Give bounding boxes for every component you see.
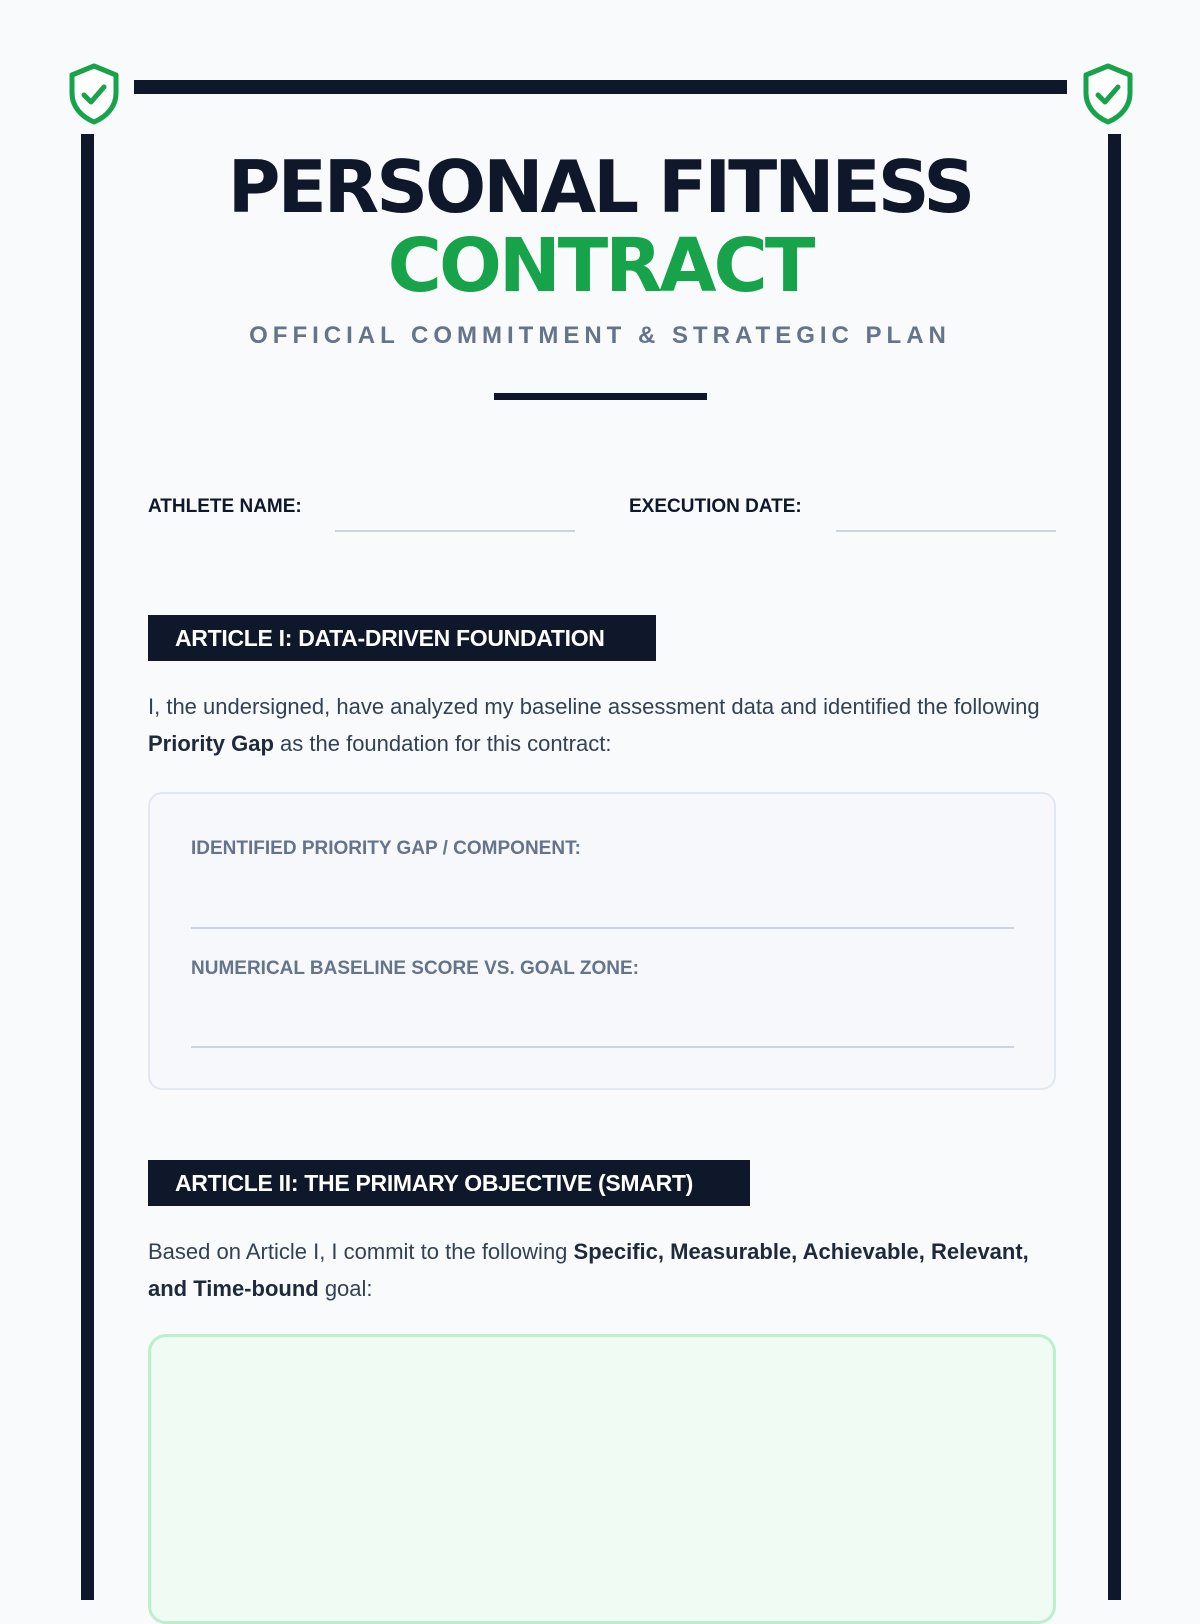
baseline-score-label: NUMERICAL BASELINE SCORE VS. GOAL ZONE: [191, 958, 639, 979]
shield-check-icon [67, 62, 121, 126]
article-1-heading: ARTICLE I: DATA-DRIVEN FOUNDATION [148, 615, 656, 661]
priority-gap-field[interactable] [191, 927, 1014, 929]
priority-gap-label: IDENTIFIED PRIORITY GAP / COMPONENT: [191, 838, 581, 859]
shield-check-icon [1081, 62, 1135, 126]
article-1-paragraph [148, 688, 1068, 762]
article-2-text: Based on Article I, I commit to the following [148, 1239, 574, 1264]
left-border-rule [81, 134, 94, 1600]
article-2-heading: ARTICLE II: THE PRIMARY OBJECTIVE (SMART) [148, 1160, 750, 1206]
smart-goal-box[interactable] [148, 1334, 1056, 1624]
article-2-paragraph [148, 1233, 1068, 1307]
subtitle: OFFICIAL COMMITMENT & STRATEGIC PLAN [249, 322, 951, 349]
article-1-text-end: as the foundation for this contract: [273, 731, 612, 756]
article-1-emphasis: Priority Gap [148, 731, 274, 756]
athlete-name-label: ATHLETE NAME: [148, 496, 302, 517]
execution-date-field[interactable] [836, 530, 1056, 532]
header-divider [494, 393, 707, 400]
title-line-1: PERSONAL FITNESS [227, 145, 973, 229]
article-2-text-end: goal: [318, 1276, 373, 1301]
article-1-text: I, the undersigned, have analyzed my baseline assessment data and identified the following [148, 694, 1040, 719]
execution-date-label: EXECUTION DATE: [629, 496, 802, 517]
title-line-2: CONTRACT [387, 223, 813, 309]
right-border-rule [1108, 134, 1121, 1600]
baseline-score-field[interactable] [191, 1046, 1014, 1048]
top-border-rule [134, 80, 1067, 94]
article-2-emphasis: Specific, Measurable, Achievable, Relevant, and Time-bound [148, 1239, 1029, 1301]
athlete-name-field[interactable] [335, 530, 575, 532]
